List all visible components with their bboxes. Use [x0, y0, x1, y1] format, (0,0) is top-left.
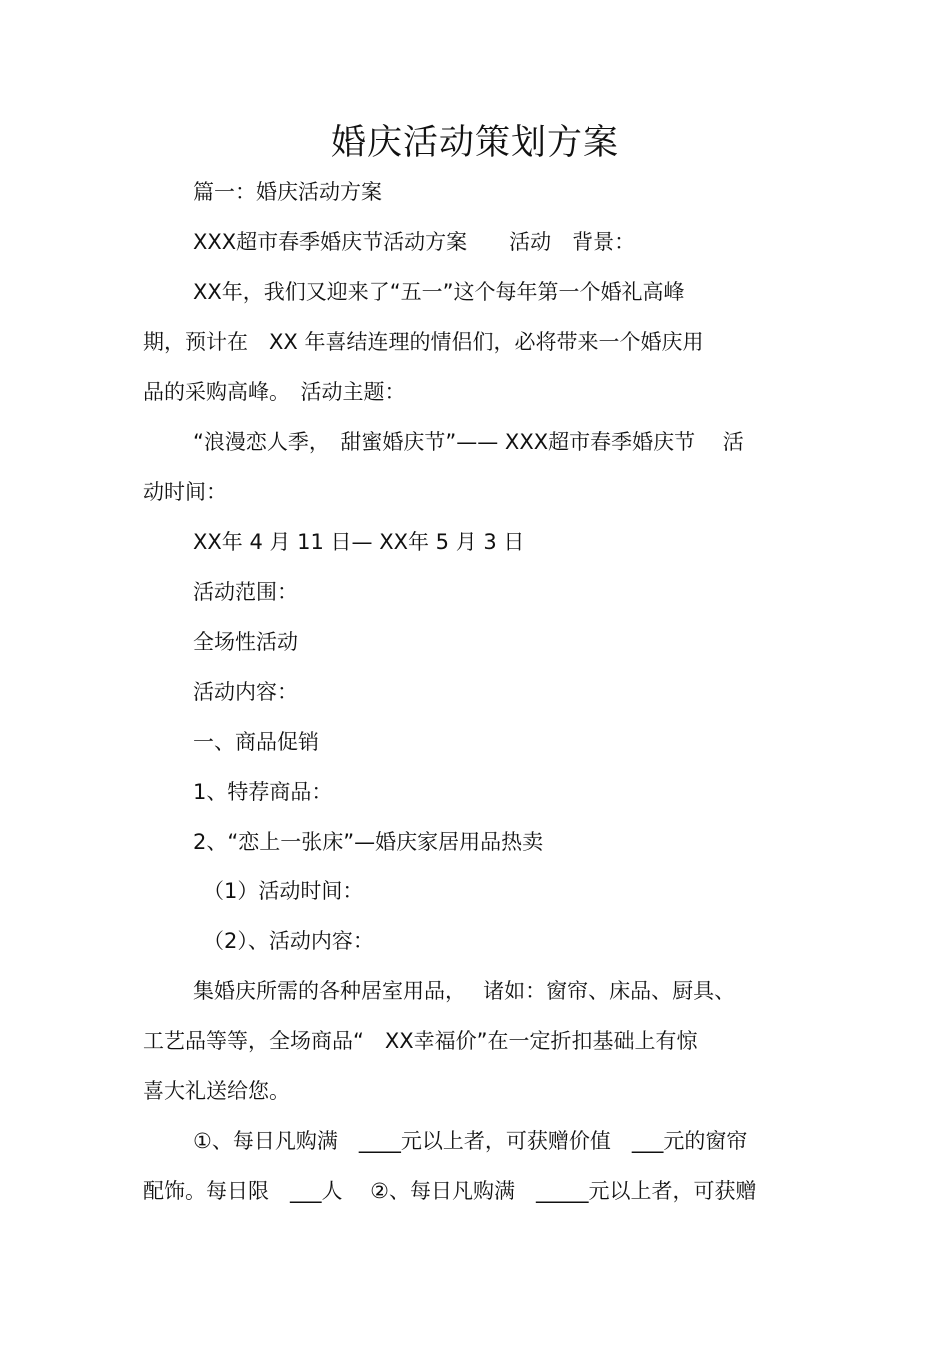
- date-range-line: XX年 4 月 11 日— XX年 5 月 3 日: [193, 530, 525, 554]
- section-heading: 篇一：婚庆活动方案: [193, 180, 382, 204]
- paragraph-line: 集婚庆所需的各种居室用品， 诸如：窗帘、床品、厨具、: [193, 979, 736, 1003]
- paragraph-line: ①、每日凡购满 ____元以上者，可获赠价值 ___元的窗帘: [193, 1129, 748, 1153]
- paragraph-line: 期，预计在 XX 年喜结连理的情侣们，必将带来一个婚庆用: [143, 330, 704, 354]
- paragraph-line: 全场性活动: [193, 630, 298, 654]
- paragraph-line: 喜大礼送给您。: [143, 1079, 290, 1103]
- section-heading: 一、商品促销: [193, 730, 319, 754]
- paragraph-line: “浪漫恋人季， 甜蜜婚庆节”—— XXX超市春季婚庆节 活: [193, 430, 744, 454]
- paragraph-line: 品的采购高峰。 活动主题：: [143, 380, 406, 404]
- paragraph-line: 工艺品等等，全场商品“ XX幸福价”在一定折扣基础上有惊: [143, 1029, 698, 1053]
- paragraph-line: 配饰。每日限 ___人 ②、每日凡购满 _____元以上者，可获赠: [143, 1179, 757, 1203]
- list-item: 1、特荐商品：: [193, 780, 333, 804]
- sub-list-item: （1）活动时间：: [203, 879, 364, 903]
- list-item: 2、“恋上一张床”—婚庆家居用品热卖: [193, 830, 544, 854]
- sub-list-item: （2）、活动内容：: [203, 929, 374, 953]
- paragraph-line: 动时间：: [143, 480, 227, 504]
- paragraph-line: XX年，我们又迎来了“五一”这个每年第一个婚礼高峰: [193, 280, 685, 304]
- label-line: 活动内容：: [193, 680, 298, 704]
- plan-name-line: XXX超市春季婚庆节活动方案 活动 背景：: [193, 230, 636, 254]
- label-line: 活动范围：: [193, 580, 298, 604]
- document-title: 婚庆活动策划方案: [330, 123, 619, 163]
